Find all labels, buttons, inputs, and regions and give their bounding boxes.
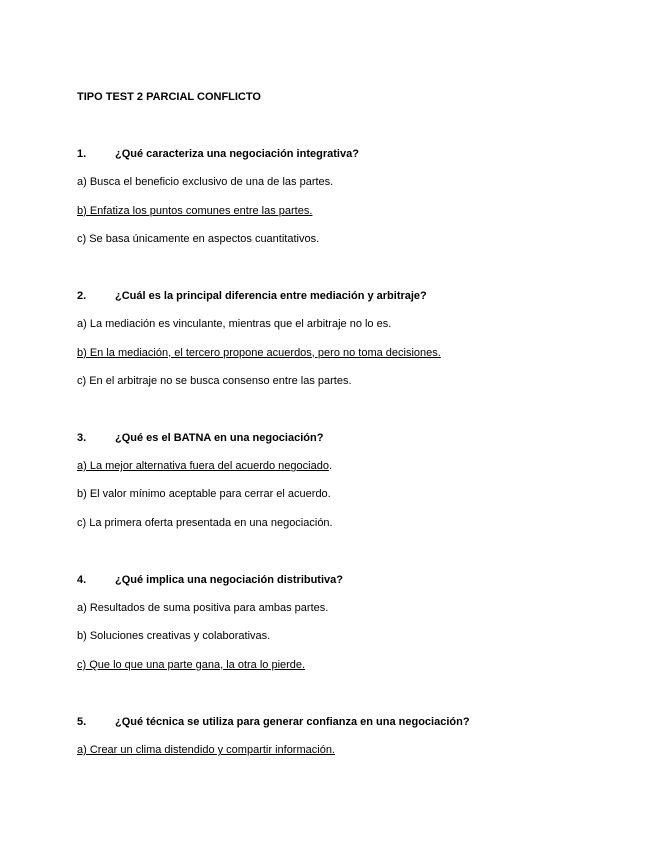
question-text: ¿Qué caracteriza una negociación integrativa? xyxy=(115,147,359,160)
option-suffix: . xyxy=(328,460,332,473)
option-text: a) La mediación es vinculante, mientras que el arbitraje no lo es. xyxy=(77,318,392,331)
question-number: 1. xyxy=(77,147,87,160)
answer-option xyxy=(77,225,617,253)
answer-option xyxy=(77,509,617,537)
option-text: a) Busca el beneficio exclusivo de una de las partes. xyxy=(77,176,334,189)
answer-option-correct xyxy=(77,197,617,225)
spacer xyxy=(77,537,617,565)
answer-option xyxy=(77,310,617,338)
answer-option xyxy=(77,480,617,508)
answer-option-correct xyxy=(77,651,617,679)
question-text: ¿Cuál es la principal diferencia entre mediación y arbitraje? xyxy=(115,289,427,302)
option-text: a) Resultados de suma positiva para ambas partes. xyxy=(77,602,329,615)
option-text: c) La primera oferta presentada en una negociación. xyxy=(77,516,333,529)
option-text: a) La mejor alternativa fuera del acuerdo negociado xyxy=(77,460,329,473)
question-text: ¿Qué técnica se utiliza para generar confianza en una negociación? xyxy=(115,715,470,728)
document-title: TIPO TEST 2 PARCIAL CONFLICTO xyxy=(77,91,261,103)
question-heading xyxy=(77,140,617,168)
answer-option xyxy=(77,168,617,196)
option-text: c) Se basa únicamente en aspectos cuantitativos. xyxy=(77,232,320,245)
option-text: b) El valor mínimo aceptable para cerrar el acuerdo. xyxy=(77,488,331,501)
question-heading xyxy=(77,424,617,452)
spacer xyxy=(77,679,617,707)
answer-option xyxy=(77,594,617,622)
option-text: c) En el arbitraje no se busca consenso entre las partes. xyxy=(77,374,352,387)
option-text: a) Crear un clima distendido y compartir información. xyxy=(77,743,335,756)
option-text: b) Enfatiza los puntos comunes entre las partes. xyxy=(77,204,313,217)
question-text: ¿Qué es el BATNA en una negociación? xyxy=(115,431,324,444)
question-number: 4. xyxy=(77,573,87,586)
option-text: c) Que lo que una parte gana, la otra lo pierde. xyxy=(77,658,306,671)
question-number: 3. xyxy=(77,431,87,444)
option-text: b) En la mediación, el tercero propone acuerdos, pero no toma decisiones. xyxy=(77,346,441,359)
answer-option-correct xyxy=(77,339,617,367)
question-number: 2. xyxy=(77,289,87,302)
question-number: 5. xyxy=(77,715,87,728)
answer-option xyxy=(77,622,617,650)
question-text: ¿Qué implica una negociación distributiva? xyxy=(115,573,343,586)
spacer xyxy=(77,253,617,281)
question-list xyxy=(77,111,617,764)
document-page xyxy=(77,83,617,764)
answer-option xyxy=(77,367,617,395)
option-text: b) Soluciones creativas y colaborativas. xyxy=(77,630,271,643)
spacer xyxy=(77,111,617,139)
answer-option-correct xyxy=(77,452,617,480)
question-heading xyxy=(77,708,617,736)
question-heading xyxy=(77,566,617,594)
spacer xyxy=(77,395,617,423)
question-heading xyxy=(77,282,617,310)
answer-option-correct xyxy=(77,736,617,764)
